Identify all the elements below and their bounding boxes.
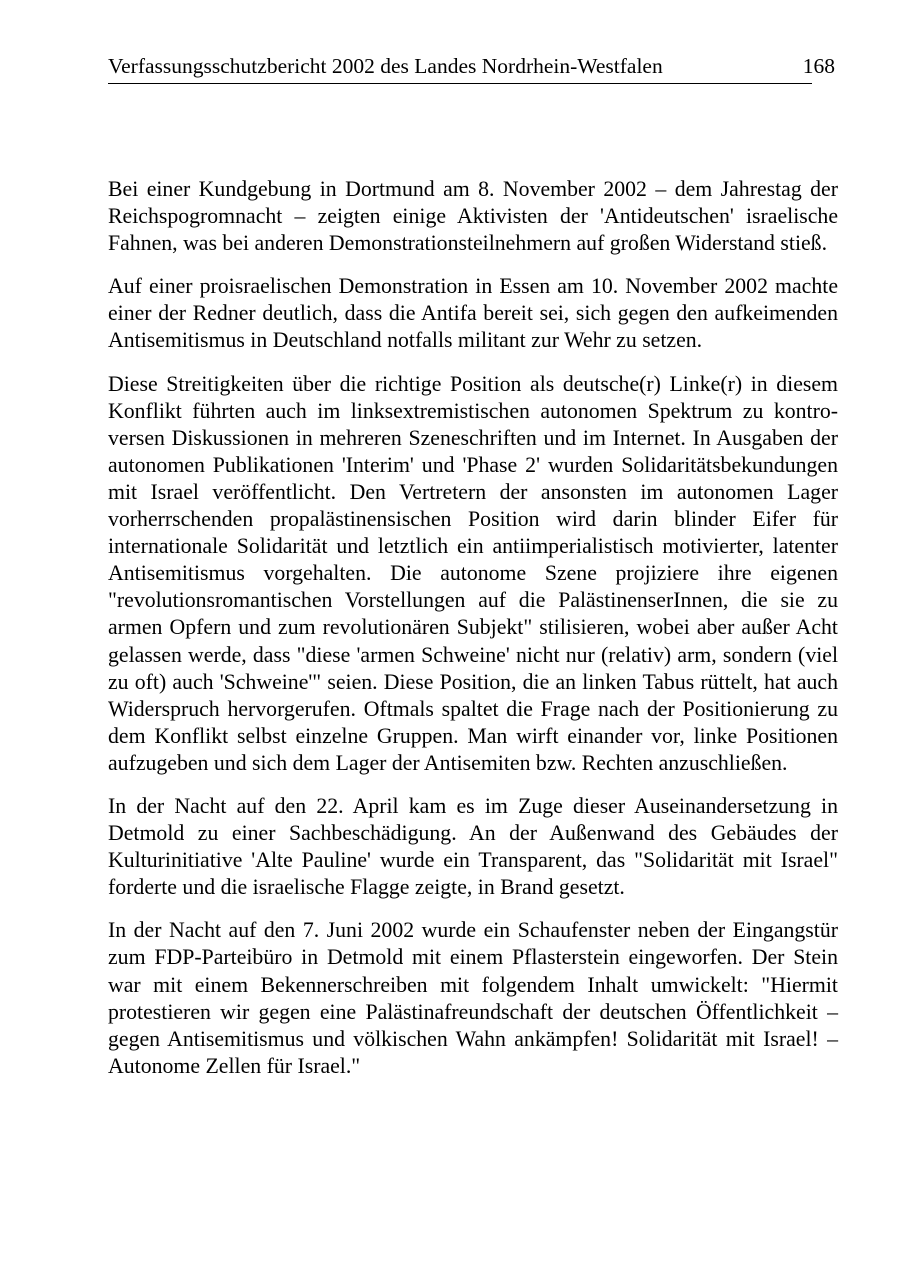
page-number: 168 xyxy=(802,54,835,78)
page-header xyxy=(108,52,835,84)
paragraph-demonstration-essen: Auf einer proisraelischen Demonstration in Essen am 10. November 2002 machte einer der Redner deutlich, dass die Antifa bereit sei, sich gegen den aufkeimenden Antisemitismus in Deutschland notfalls militant zur Wehr zu setzen. xyxy=(108,274,838,353)
body-text xyxy=(108,176,838,1096)
header-divider xyxy=(108,83,812,84)
paragraph-detmold-april: In der Nacht auf den 22. April kam es im Zuge dieser Auseinandersetzung in Detmold zu einer Sachbeschädigung. An der Außenwand des Gebäudes der Kulturinitiative 'Alte Pauline' wurde ein Transparent, das "Solidarität mit Israel" forderte und die israelische Flagge zeigte, in Brand gesetzt. xyxy=(108,793,838,900)
paragraph-detmold-juni: In der Nacht auf den 7. Juni 2002 wurde ein Schaufenster neben der Eingangstür zum FDP-Parteibüro in Detmold mit einem Pflasterstein eingeworfen. Der Stein war mit einem Bekennerschreiben mit folgendem Inhalt umwickelt: "Hiermit protestieren wir gegen eine Palästinafreundschaft der deutschen Öffentlichkeit – gegen Antisemitismus und völkischen Wahn ankämpfen! Solidarität mit Israel! – Autonome Zellen für Israel." xyxy=(108,918,838,1078)
paragraph-streitigkeiten: Diese Streitigkeiten über die richtige Position als deutsche(r) Linke(r) in diesem Konflikt führten auch im linksextremistischen autonomen Spektrum zu kontroversen Diskussionen in mehreren Szeneschriften und im Internet. In Ausgaben der autonomen Publikationen 'Interim' und 'Phase 2' wurden Solidaritätsbekundungen mit Israel veröffentlicht. Den Vertretern der ansonsten im autonomen Lager vorherrschenden propalästinensischen Position wird darin blinder Eifer für internationale Solidarität und letztlich ein antiimperialistisch motivierter, latenter Antisemitismus vorgehalten. Die autonome Szene projiziere ihre eigenen "revolutionsromantischen Vorstellungen auf die PalästinenserInnen, die sie zu armen Opfern und zum revolutionären Subjekt" stilisieren, wobei aber außer Acht gelassen werde, dass "diese 'armen Schweine' nicht nur (relativ) arm, sondern (viel zu oft) auch 'Schweine'" seien. Diese Position, die an linken Tabus rüttelt, hat auch Widerspruch hervorgerufen. Oftmals spaltet die Frage nach der Positionierung zu dem Konflikt selbst einzelne Gruppen. Man wirft einander vor, linke Positionen aufzugeben und sich dem Lager der Antisemiten bzw. Rechten anzuschließen. xyxy=(108,371,838,775)
paragraph-kundgebung-dortmund: Bei einer Kundgebung in Dortmund am 8. November 2002 – dem Jahrestag der Reichspogromnacht – zeigten einige Aktivisten der 'Antideutschen' israelische Fahnen, was bei anderen Demonstrationsteilnehmern auf großen Widerstand stieß. xyxy=(108,177,838,256)
running-header-title: Verfassungsschutzbericht 2002 des Landes Nordrhein-Westfalen xyxy=(108,54,663,78)
